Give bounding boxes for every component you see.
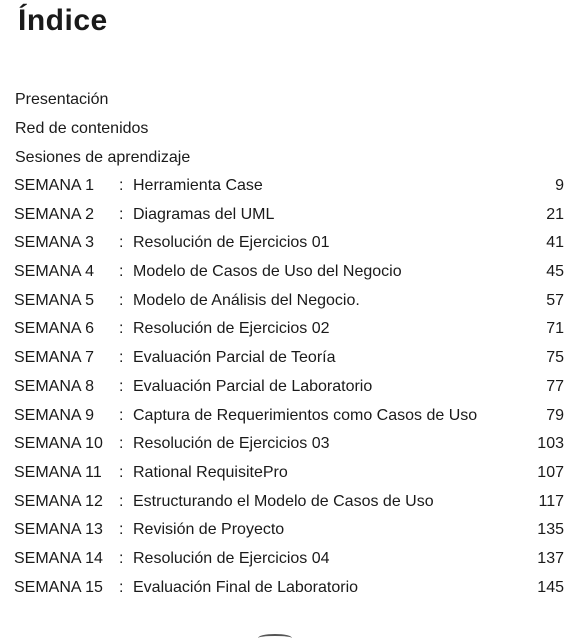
toc-separator: :	[119, 177, 124, 194]
toc-page-number: 41	[546, 234, 564, 252]
toc-topic: Estructurando el Modelo de Casos de Uso	[133, 492, 434, 510]
toc-week: SEMANA 8	[14, 377, 95, 395]
toc-page-number: 117	[538, 492, 564, 510]
toc-page-number: 135	[537, 521, 564, 539]
toc-row	[14, 258, 568, 287]
toc-week: SEMANA 7	[14, 349, 95, 367]
toc-topic: Modelo de Casos de Uso del Negocio	[133, 263, 402, 281]
toc-separator: :	[119, 521, 124, 539]
toc-page-number: 71	[546, 320, 564, 338]
toc-page-number: 9	[555, 177, 564, 194]
toc-row	[14, 545, 568, 574]
toc-topic: Evaluación Parcial de Teoría	[133, 349, 336, 367]
toc-separator: :	[119, 377, 124, 395]
toc-week: SEMANA 10	[14, 435, 103, 453]
toc-week: SEMANA 9	[14, 406, 95, 424]
toc-separator: :	[119, 406, 124, 424]
toc-topic: Resolución de Ejercicios 01	[133, 234, 330, 252]
intro-item-presentacion: Presentación	[15, 91, 109, 108]
toc-week: SEMANA 5	[14, 291, 95, 309]
toc-row	[14, 315, 568, 344]
toc-week: SEMANA 2	[14, 205, 95, 223]
toc-separator: :	[119, 263, 124, 281]
toc-row	[14, 402, 568, 431]
toc-separator: :	[119, 234, 124, 252]
toc-week: SEMANA 1	[14, 177, 95, 194]
toc-page-number: 77	[546, 377, 564, 395]
toc-row	[14, 516, 568, 545]
toc-separator: :	[119, 492, 124, 510]
toc-topic: Herramienta Case	[133, 177, 263, 194]
toc-week: SEMANA 13	[14, 521, 103, 539]
toc-row	[14, 430, 568, 459]
toc-separator: :	[119, 435, 124, 453]
toc-topic: Rational RequisitePro	[133, 463, 288, 481]
toc-page-number: 103	[537, 435, 564, 453]
toc-topic: Captura de Requerimientos como Casos de Uso	[133, 406, 478, 424]
toc-row	[14, 488, 568, 517]
toc-row	[14, 229, 568, 258]
toc-topic: Revisión de Proyecto	[133, 521, 285, 539]
toc-separator: :	[119, 291, 124, 309]
intro-list	[15, 86, 190, 172]
toc-topic: Evaluación Final de Laboratorio	[133, 578, 359, 596]
toc-topic: Evaluación Parcial de Laboratorio	[133, 377, 373, 395]
toc-topic: Resolución de Ejercicios 03	[133, 435, 330, 453]
table-of-contents	[14, 172, 568, 602]
toc-topic: Resolución de Ejercicios 02	[133, 320, 330, 338]
toc-row	[14, 287, 568, 316]
toc-page-number: 107	[537, 463, 564, 481]
toc-page-number: 145	[537, 578, 564, 596]
toc-row	[14, 459, 568, 488]
toc-separator: :	[119, 549, 124, 567]
toc-page-number: 79	[546, 406, 564, 424]
toc-separator: :	[119, 463, 124, 481]
toc-week: SEMANA 11	[14, 463, 102, 481]
toc-row	[14, 344, 568, 373]
toc-topic: Resolución de Ejercicios 04	[133, 549, 330, 567]
page-title: Índice	[18, 4, 108, 37]
toc-row	[14, 172, 568, 201]
toc-row	[14, 574, 568, 603]
intro-item-red-de-contenidos: Red de contenidos	[15, 119, 149, 137]
toc-week: SEMANA 6	[14, 320, 95, 338]
toc-separator: :	[119, 578, 124, 596]
toc-page-number: 75	[546, 349, 564, 367]
toc-week: SEMANA 12	[14, 492, 103, 510]
toc-page-number: 21	[546, 205, 564, 223]
toc-separator: :	[119, 205, 124, 223]
toc-separator: :	[119, 349, 124, 367]
toc-topic: Modelo de Análisis del Negocio.	[133, 291, 360, 309]
toc-week: SEMANA 14	[14, 549, 103, 567]
toc-page-number: 45	[546, 263, 564, 281]
toc-page-number: 137	[537, 549, 564, 567]
toc-row	[14, 373, 568, 402]
toc-topic: Diagramas del UML	[133, 205, 275, 223]
toc-week: SEMANA 15	[14, 578, 103, 596]
toc-page-number: 57	[546, 291, 564, 309]
toc-week: SEMANA 3	[14, 234, 95, 252]
toc-separator: :	[119, 320, 124, 338]
toc-row	[14, 201, 568, 230]
intro-item-sesiones: Sesiones de aprendizaje	[15, 148, 191, 166]
toc-week: SEMANA 4	[14, 263, 95, 281]
